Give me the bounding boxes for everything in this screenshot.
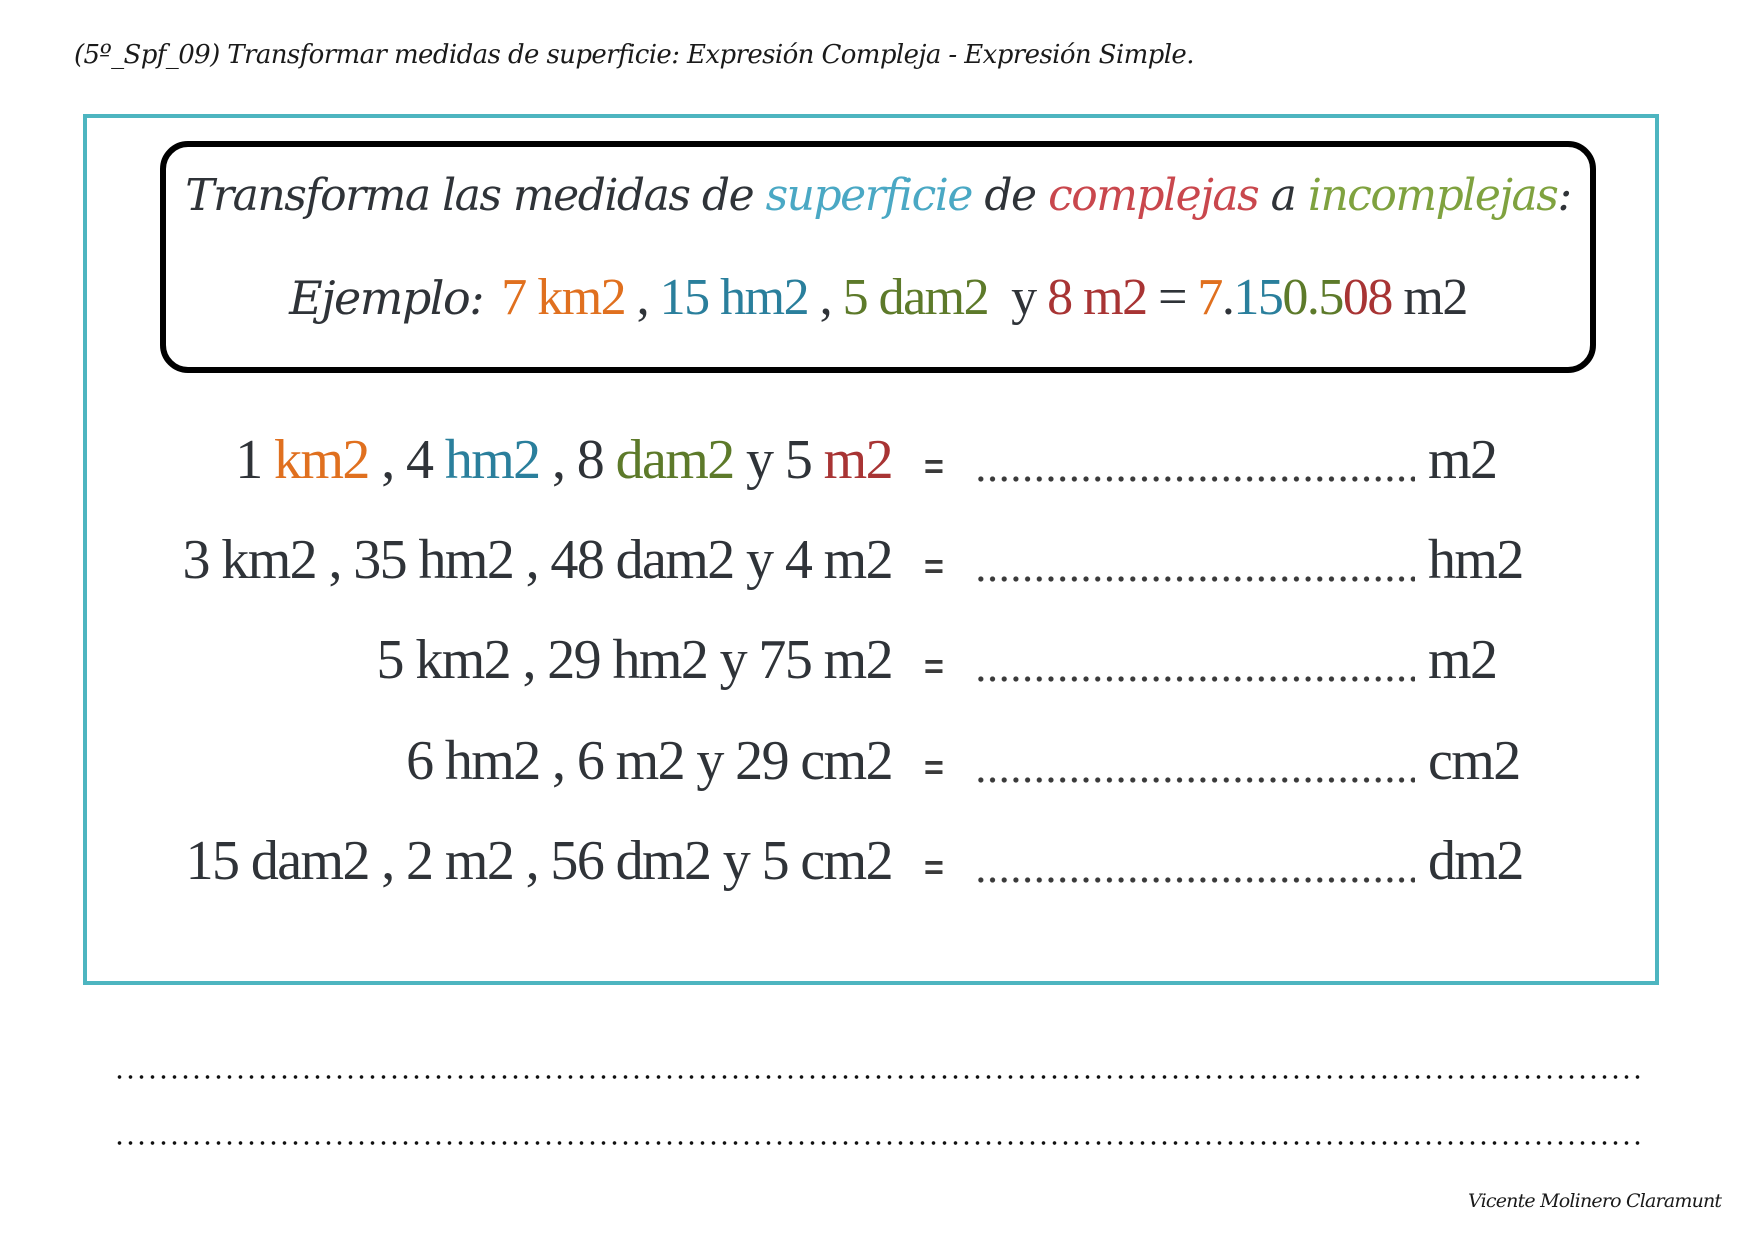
- example-m: 8 m2: [1047, 269, 1147, 326]
- separator: ,: [539, 429, 577, 491]
- working-line[interactable]: [114, 1141, 1640, 1145]
- separator: ,: [625, 269, 660, 326]
- separator: ,: [808, 269, 843, 326]
- exercise-expression: 15 dam2 , 2 m2 , 56 dm2 y 5 cm2: [185, 830, 892, 892]
- keyword-incomplejas: incomplejas: [1307, 170, 1558, 221]
- separator: ,: [368, 429, 407, 491]
- example-equals: =: [1146, 269, 1198, 326]
- separator: y: [733, 429, 785, 491]
- exercise-expression: 5 km2 , 29 hm2 y 75 m2: [376, 629, 892, 691]
- number: 4: [406, 429, 445, 491]
- worksheet-title: (5º_Spf_09) Transformar medidas de superficie: Expresión Compleja - Expresión Simple.: [74, 40, 1194, 70]
- result-hm-digits: 15: [1233, 269, 1283, 326]
- example-hm: 15 hm2: [659, 269, 809, 326]
- instruction-text: [160, 170, 1596, 221]
- answer-blank[interactable]: [975, 777, 1415, 783]
- number: 1: [235, 429, 275, 491]
- number: 8: [576, 429, 616, 491]
- instruction-part: :: [1557, 170, 1571, 221]
- equals-sign: =: [924, 749, 944, 787]
- separator: y: [988, 269, 1048, 326]
- target-unit: dm2: [1428, 830, 1523, 892]
- unit-hm: hm2: [444, 429, 540, 491]
- exercise-row: [0, 518, 1754, 591]
- unit-km: km2: [274, 429, 369, 491]
- example-dam: 5 dam2: [842, 269, 989, 326]
- equals-sign: =: [924, 648, 944, 686]
- target-unit: m2: [1428, 629, 1497, 691]
- target-unit: hm2: [1428, 529, 1523, 591]
- equals-sign: =: [924, 548, 944, 586]
- number: 5: [784, 429, 824, 491]
- instruction-part: a: [1258, 170, 1308, 221]
- result-dam-digits: 0.5: [1282, 269, 1343, 326]
- exercise-expression: 6 hm2 , 6 m2 y 29 cm2: [406, 730, 892, 792]
- unit-m: m2: [823, 429, 892, 491]
- example-km: 7 km2: [501, 269, 626, 326]
- result-dot: .: [1221, 269, 1234, 326]
- equals-sign: =: [924, 448, 944, 486]
- equals-sign: =: [924, 849, 944, 887]
- answer-blank[interactable]: [975, 877, 1415, 883]
- example-line: [160, 268, 1596, 327]
- working-line[interactable]: [114, 1075, 1640, 1079]
- result-km-digits: 7: [1197, 269, 1222, 326]
- result-m-digits: 08: [1342, 269, 1392, 326]
- unit-dam: dam2: [615, 429, 734, 491]
- instruction-part: Transforma las medidas de: [185, 170, 766, 221]
- result-unit: m2: [1391, 269, 1467, 326]
- author-signature: Vicente Molinero Claramunt: [1468, 1190, 1722, 1212]
- answer-blank[interactable]: [975, 576, 1415, 582]
- answer-blank[interactable]: [975, 676, 1415, 682]
- keyword-superficie: superficie: [765, 170, 972, 221]
- target-unit: cm2: [1428, 730, 1520, 792]
- instruction-part: de: [971, 170, 1049, 221]
- exercise-row: [0, 819, 1754, 892]
- exercise-row: [0, 418, 1754, 491]
- answer-blank[interactable]: [975, 476, 1415, 482]
- example-label: Ejemplo:: [289, 271, 484, 325]
- target-unit: m2: [1428, 429, 1497, 491]
- exercise-expression: 3 km2 , 35 hm2 , 48 dam2 y 4 m2: [182, 529, 892, 591]
- exercise-expression: [235, 429, 892, 491]
- keyword-complejas: complejas: [1048, 170, 1259, 221]
- exercise-row: [0, 719, 1754, 792]
- exercise-row: [0, 618, 1754, 691]
